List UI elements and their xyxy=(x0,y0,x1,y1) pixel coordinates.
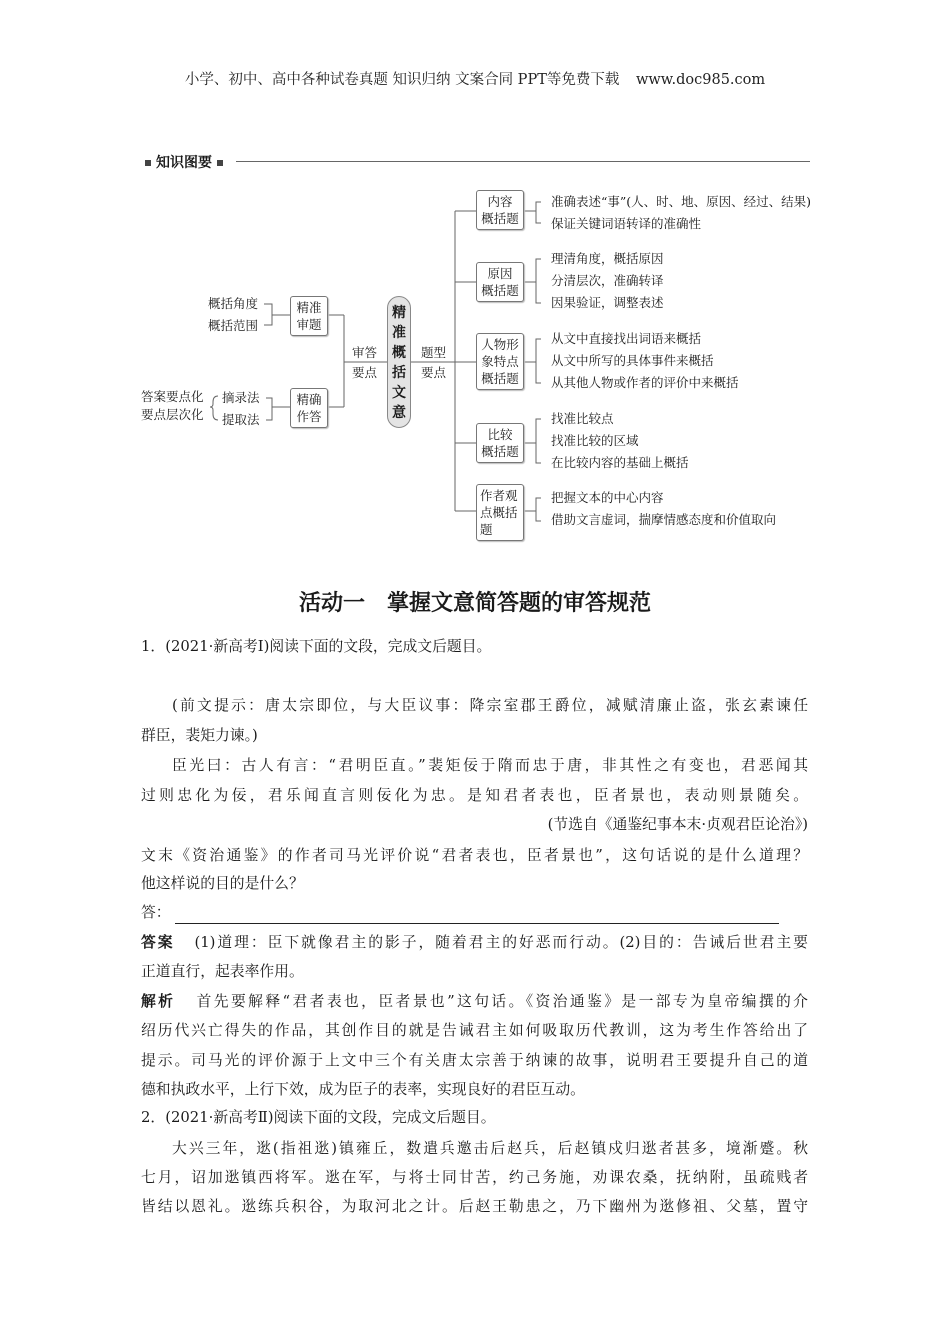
node-box xyxy=(476,190,524,230)
node-item: 摘录法 xyxy=(222,390,260,405)
node-box xyxy=(476,423,524,463)
center-char: 文 xyxy=(392,385,406,401)
answer-label: 答案 xyxy=(141,934,175,951)
q1-passage-line: (前文提示：唐太宗即位，与大臣议事：降宗室郡王爵位，减赋清廉止盗，张玄素谏任 xyxy=(172,697,808,714)
node-item: 从其他人物或作者的评价中来概括 xyxy=(551,375,739,390)
q1-answer-field[interactable] xyxy=(141,902,808,924)
node-outer-items xyxy=(141,388,204,424)
answer-line: (1)道理：臣下就像君主的影子，随着君主的好恶而行动。(2)目的：告诫后世君主要 xyxy=(194,934,808,951)
center-node xyxy=(387,296,411,428)
answer-blank-line[interactable] xyxy=(175,909,779,924)
label-line: 要点 xyxy=(421,365,447,380)
q1-stem: 1．(2021·新高考Ⅰ)阅读下面的文段，完成文后题目。 xyxy=(141,638,492,655)
node-item: 概括范围 xyxy=(208,318,259,333)
node-item: 因果验证，调整表述 xyxy=(551,295,664,310)
node-items xyxy=(551,487,776,531)
left-branch-label xyxy=(352,343,377,383)
node-item: 从文中直接找出词语来概括 xyxy=(551,331,702,346)
activity-title: 活动一 掌握文意简答题的审答规范 xyxy=(298,591,651,616)
q1-analysis-line: 提示。司马光的评价源于上文中三个有关唐太宗善于纳谏的故事，说明君王要提升自己的道 xyxy=(141,1052,808,1069)
node-text: 概括题 xyxy=(481,211,519,226)
q1-passage-line: 群臣，裴矩力谏。) xyxy=(141,727,258,744)
center-char: 准 xyxy=(392,325,406,341)
node-text: 概括题 xyxy=(481,371,519,386)
node-text: 概括题 xyxy=(481,444,519,459)
center-char: 括 xyxy=(392,365,406,381)
node-item: 把握文本的中心内容 xyxy=(551,490,664,505)
node-text: 象特点 xyxy=(481,354,519,369)
node-item: 找准比较的区域 xyxy=(551,433,639,448)
header-url: www.doc985.com xyxy=(635,72,766,88)
node-text: 人物形 xyxy=(481,337,519,352)
node-text: 作答 xyxy=(296,409,322,424)
center-char: 概 xyxy=(392,345,406,361)
q1-question-line: 他这样说的目的是什么？ xyxy=(141,875,304,892)
q1-analysis xyxy=(141,991,808,1013)
node-items xyxy=(222,387,260,431)
node-items xyxy=(551,328,739,394)
node-text: 点概括 xyxy=(480,505,518,520)
center-char: 精 xyxy=(392,305,406,321)
q1-analysis-line: 德和执政水平，上行下效，成为臣子的表率，实现良好的君臣互动。 xyxy=(141,1081,585,1098)
label-line: 要点 xyxy=(352,365,378,380)
node-item: 提取法 xyxy=(222,412,260,427)
q1-question-line: 文末《资治通鉴》的作者司马光评价说“君者表也，臣者景也”，这句话说的是什么道理？ xyxy=(141,847,808,864)
node-text: 精准 xyxy=(296,300,322,315)
node-text: 精确 xyxy=(296,392,322,407)
node-item: 保证关键词语转译的准确性 xyxy=(551,216,702,231)
node-item: 找准比较点 xyxy=(551,411,614,426)
q1-answer-line: 正道直行，起表率作用。 xyxy=(141,963,304,980)
node-text: 作者观 xyxy=(480,488,518,503)
q2-stem: 2．(2021·新高考Ⅱ)阅读下面的文段，完成文后题目。 xyxy=(141,1109,496,1126)
node-text: 比较 xyxy=(487,427,513,442)
node-item: 准确表述“事”(人、时、地、原因、经过、结果) xyxy=(551,194,812,209)
q1-answer xyxy=(141,932,808,954)
node-text: 内容 xyxy=(487,194,513,209)
node-box xyxy=(476,484,524,541)
node-item: 在比较内容的基础上概括 xyxy=(551,455,689,470)
label-line: 审答 xyxy=(352,345,378,360)
node-item: 分清层次，准确转译 xyxy=(551,273,664,288)
q2-passage-line: 大兴三年，逖(指祖逖)镇雍丘，数遣兵邀击后赵兵，后赵镇戍归逖者甚多，境渐蹙。秋 xyxy=(172,1140,808,1157)
label-line: 题型 xyxy=(421,345,447,360)
node-box xyxy=(290,296,328,336)
q1-analysis-line: 绍历代兴亡得失的作品，其创作目的就是告诫君主如何吸取历代教训，这为考生作答给出了 xyxy=(141,1022,808,1039)
node-text: 审题 xyxy=(296,317,322,332)
q1-passage-line: 过则忠化为佞，君乐闻直言则佞化为忠。是知君者表也，臣者景也，表动则景随矣。 xyxy=(141,787,808,804)
node-item: 概括角度 xyxy=(208,296,259,311)
node-items xyxy=(551,191,811,235)
analysis-label: 解析 xyxy=(141,993,176,1010)
answer-prompt: 答： xyxy=(141,904,171,921)
node-text: 概括题 xyxy=(481,283,519,298)
node-items xyxy=(551,408,689,474)
q1-source: (节选自《通鉴纪事本末·贞观君臣论治》) xyxy=(547,816,808,833)
node-box xyxy=(476,333,524,390)
node-box xyxy=(290,388,328,428)
q1-passage-line: 臣光曰：古人有言：“君明臣直。”裴矩佞于隋而忠于唐，非其性之有变也，君恶闻其 xyxy=(172,757,808,774)
analysis-line: 首先要解释“君者表也，臣者景也”这句话。《资治通鉴》是一部专为皇帝编撰的介 xyxy=(196,993,808,1010)
node-box xyxy=(476,262,524,302)
right-branch-label xyxy=(421,343,446,383)
q2-passage-line: 皆结以恩礼。逖练兵积谷，为取河北之计。后赵王勒患之，乃下幽州为逖修祖、父墓，置守 xyxy=(141,1198,808,1215)
node-item: 要点层次化 xyxy=(141,407,204,422)
node-items xyxy=(551,248,664,314)
header-text: 小学、初中、高中各种试卷真题 知识归纳 文案合同 PPT等免费下载 xyxy=(184,72,620,88)
mind-map-connectors xyxy=(0,0,950,560)
node-items xyxy=(208,293,258,337)
node-text: 题 xyxy=(480,522,493,537)
node-item: 答案要点化 xyxy=(141,389,204,404)
center-char: 意 xyxy=(392,405,406,421)
node-item: 借助文言虚词，揣摩情感态度和价值取向 xyxy=(551,512,777,527)
q2-passage-line: 七月，诏加逖镇西将军。逖在军，与将士同甘苦，约己务施，劝课农桑，抚纳附，虽疏贱者 xyxy=(141,1169,808,1186)
node-text: 原因 xyxy=(487,266,513,281)
node-item: 从文中所写的具体事件来概括 xyxy=(551,353,714,368)
section-label-text: 知识图要 xyxy=(156,155,212,171)
node-item: 理清角度，概括原因 xyxy=(551,251,664,266)
